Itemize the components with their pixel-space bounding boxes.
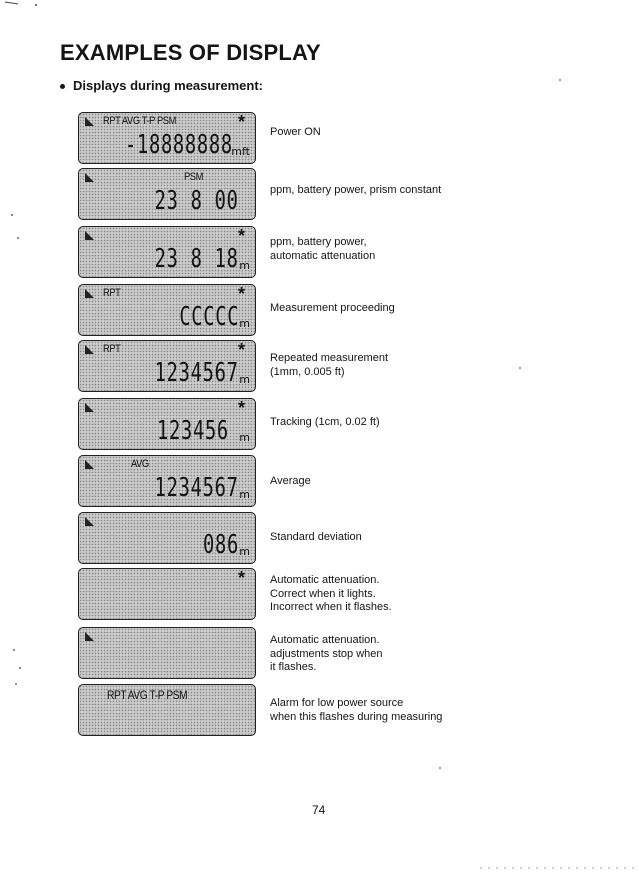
lcd-unit: mft (231, 145, 250, 158)
lcd-digits: 1234567 (155, 358, 239, 388)
display-description: ppm, battery power, automatic attenuation (270, 236, 376, 262)
attenuation-star-icon: * (237, 284, 245, 304)
lcd-indicators: RPT AVG T-P PSM (107, 688, 188, 702)
attenuation-star-icon: * (237, 568, 245, 588)
lcd-digits: 086 (203, 530, 239, 560)
lcd-digits: CCCCC (179, 302, 239, 332)
attenuation-star-icon: * (237, 112, 245, 132)
page-title: EXAMPLES OF DISPLAY (60, 40, 321, 65)
lcd-digits: 23 8 00 (155, 186, 239, 216)
display-description: Automatic attenuation. Correct when it lights. Incorrect when it flashes. (270, 574, 392, 613)
lcd-unit: m (239, 373, 250, 386)
display-description: Measurement proceeding (270, 302, 395, 314)
lcd-indicators: AVG (131, 458, 149, 470)
attenuation-star-icon: * (237, 226, 245, 246)
display-description: Alarm for low power source when this flashes during measuring (270, 697, 443, 723)
display-description: ppm, battery power, prism constant (270, 184, 442, 196)
display-description: Average (270, 475, 311, 487)
lcd-unit: m (239, 488, 250, 501)
lcd-indicators: RPT (103, 343, 121, 355)
display-description: Repeated measurement (1mm, 0.005 ft) (270, 352, 389, 378)
subtitle-text: Displays during measurement: (73, 78, 263, 93)
lcd-unit: m (239, 431, 250, 444)
lcd-indicators: RPT AVG T-P PSM (103, 115, 176, 127)
display-description: Standard deviation (270, 531, 362, 543)
lcd-digits: -18888888 (125, 130, 233, 160)
lcd-indicators: PSM (184, 171, 203, 183)
display-description: Automatic attenuation. adjustments stop when it flashes. (270, 634, 383, 673)
lcd-unit: m (239, 545, 250, 558)
lcd-digits: 1234567 (155, 473, 239, 503)
lcd-indicators: RPT (103, 287, 121, 299)
lcd-digits: 123456 (157, 416, 229, 446)
display-description: Power ON (270, 126, 321, 138)
lcd-unit: m (239, 317, 250, 330)
page-number: 74 (312, 803, 326, 817)
display-description: Tracking (1cm, 0.02 ft) (270, 416, 380, 428)
attenuation-star-icon: * (237, 340, 245, 360)
lcd-unit: m (239, 259, 250, 272)
attenuation-star-icon: * (237, 398, 245, 418)
lcd-digits: 23 8 18 (155, 244, 239, 274)
